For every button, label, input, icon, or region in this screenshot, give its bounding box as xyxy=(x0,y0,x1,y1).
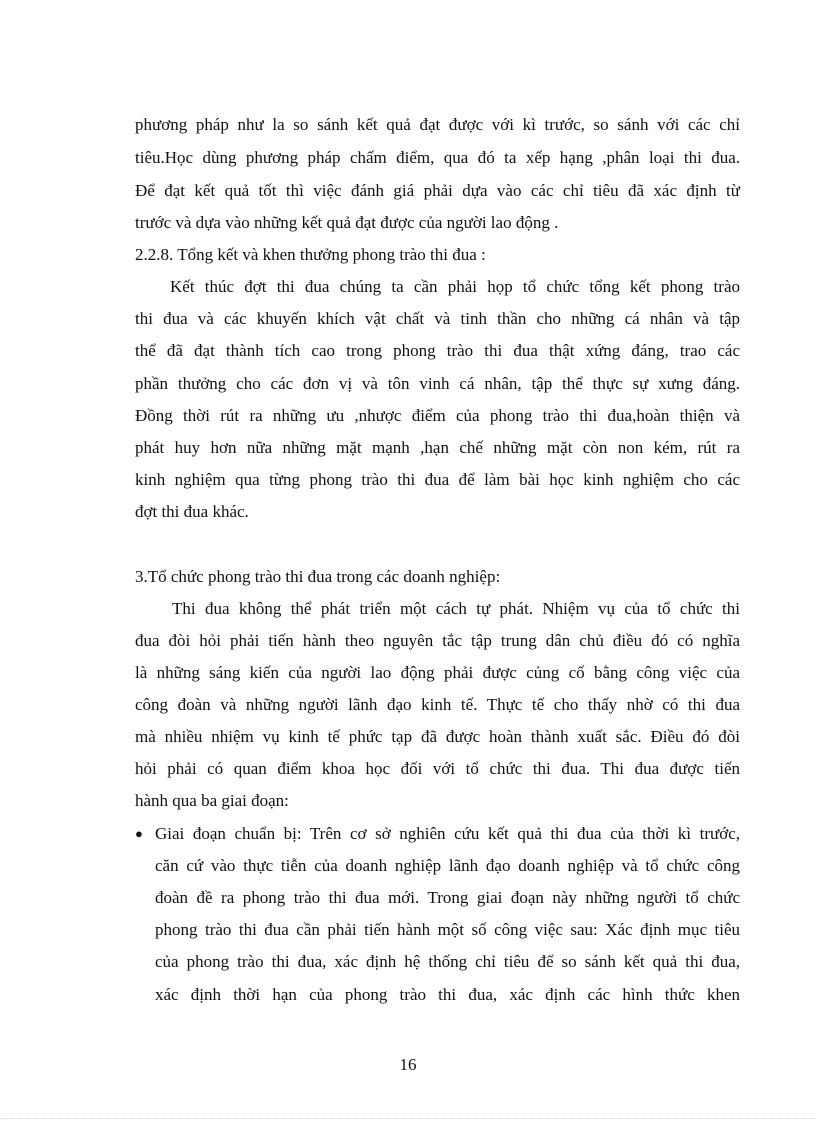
bullet-text: Giai đoạn chuẩn bị: Trên cơ sở nghiên cứu kết quả thi đua của thời kì trước, xyxy=(155,824,740,843)
paragraph-line: thể đã đạt thành tích cao trong phong trào thi đua thật xứng đáng, trao các xyxy=(135,341,740,360)
paragraph-line: Đồng thời rút ra những ưu ,nhược điểm của phong trào thi đua,hoàn thiện và xyxy=(135,406,740,425)
paragraph-line: đua đòi hỏi phải tiến hành theo nguyên tắc tập trung dân chủ điều đó có nghĩa xyxy=(135,631,740,650)
paragraph-line: Thi đua không thể phát triển một cách tự phát. Nhiệm vụ của tổ chức thi xyxy=(172,599,740,618)
paragraph-line: phong trào thi đua cần phải tiến hành một số công việc sau: Xác định mục tiêu xyxy=(155,920,740,939)
paragraph-line: hành qua ba giai đoạn: xyxy=(135,791,289,810)
paragraph-line: Để đạt kết quả tốt thì việc đánh giá phải dựa vào các chỉ tiêu đã xác định từ xyxy=(135,181,740,200)
paragraph-line: phát huy hơn nữa những mặt mạnh ,hạn chế những mặt còn non kém, rút ra xyxy=(135,438,740,457)
paragraph-line: công đoàn và những người lãnh đạo kinh tế. Thực tế cho thấy nhờ có thi đua xyxy=(135,695,740,714)
bullet-list-item xyxy=(135,824,740,844)
paragraph-line: đợt thi đua khác. xyxy=(135,502,249,521)
paragraph-line: căn cứ vào thực tiễn của doanh nghiệp lãnh đạo doanh nghiệp và tổ chức công xyxy=(155,856,740,875)
paragraph-line: phương pháp như la so sánh kết quả đạt được với kì trước, so sánh với các chỉ xyxy=(135,115,740,134)
page-divider xyxy=(0,1118,816,1119)
paragraph-line: của phong trào thi đua, xác định hệ thống chỉ tiêu để so sánh kết quả thi đua, xyxy=(155,952,740,971)
paragraph-line: đoàn đề ra phong trào thi đua mới. Trong giai đoạn này những người tổ chức xyxy=(155,888,740,907)
paragraph-line: Kết thúc đợt thi đua chúng ta cần phải họp tổ chức tổng kết phong trào xyxy=(170,277,740,296)
paragraph-line: tiêu.Học dùng phương pháp chấm điểm, qua đó ta xếp hạng ,phân loại thi đua. xyxy=(135,148,740,167)
section-heading: 3.Tổ chức phong trào thi đua trong các doanh nghiệp: xyxy=(135,567,501,586)
paragraph-line: trước và dựa vào những kết quả đạt được của người lao động . xyxy=(135,213,559,232)
paragraph-line: xác định thời hạn của phong trào thi đua, xác định các hình thức khen xyxy=(155,985,740,1004)
paragraph-line: hỏi phải có quan điểm khoa học đối với tổ chức thi đua. Thi đua được tiến xyxy=(135,759,740,778)
paragraph-line: kinh nghiệm qua từng phong trào thi đua để làm bài học kinh nghiệm cho các xyxy=(135,470,740,489)
bullet-icon: ● xyxy=(135,826,143,841)
paragraph-line: thi đua và các khuyến khích vật chất và tinh thần cho những cá nhân và tập xyxy=(135,309,740,328)
paragraph-line: mà nhiều nhiệm vụ kinh tế phức tạp đã được hoàn thành xuất sắc. Điều đó đòi xyxy=(135,727,740,746)
page-number: 16 xyxy=(399,1055,417,1074)
section-heading: 2.2.8. Tổng kết và khen thưởng phong trào thi đua : xyxy=(135,245,486,264)
paragraph-line: phần thưởng cho các đơn vị và tôn vinh cá nhân, tập thể thực sự xưng đáng. xyxy=(135,374,740,393)
paragraph-line: là những sáng kiến của người lao động phải được củng cố bằng công việc của xyxy=(135,663,740,682)
